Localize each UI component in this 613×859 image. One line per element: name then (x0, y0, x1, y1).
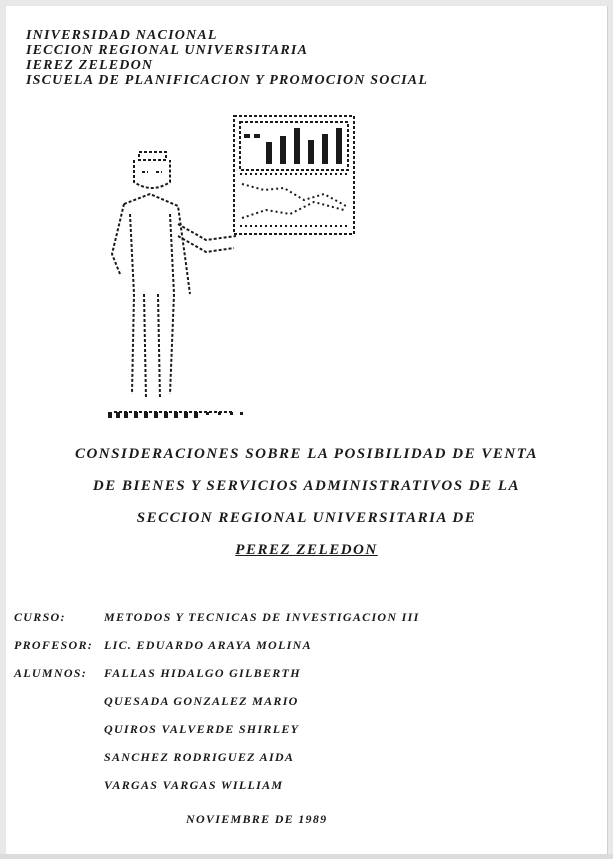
header-line-section: IECCION REGIONAL UNIVERSITARIA (26, 43, 309, 58)
chart-line (240, 174, 348, 226)
title-line-3: SECCION REGIONAL UNIVERSITARIA DE (136, 510, 477, 526)
alumno-4: SANCHEZ RODRIGUEZ AIDA (104, 750, 295, 764)
curso-label: CURSO: (14, 610, 66, 624)
profesor-value: LIC. EDUARDO ARAYA MOLINA (104, 638, 312, 652)
viewer-bottom-edge (0, 854, 613, 859)
profesor-label: PROFESOR: (14, 638, 94, 652)
presenter-illustration (94, 114, 364, 429)
header-line-school: ISCUELA DE PLANIFICACION Y PROMOCION SOCIAL (26, 73, 429, 88)
document-page (6, 6, 608, 855)
document-title (6, 446, 607, 574)
institution-header (26, 28, 428, 88)
title-line-1: CONSIDERACIONES SOBRE LA POSIBILIDAD DE VENTA (74, 446, 539, 462)
curso-value: METODOS Y TECNICAS DE INVESTIGACION III (104, 610, 420, 624)
document-date: NOVIEMBRE DE 1989 (186, 812, 328, 826)
header-line-university: INIVERSIDAD NACIONAL (26, 28, 218, 43)
alumno-5: VARGAS VARGAS WILLIAM (104, 778, 284, 792)
title-line-2: DE BIENES Y SERVICIOS ADMINISTRATIVOS DE LA (92, 478, 521, 494)
alumno-3: QUIROS VALVERDE SHIRLEY (104, 722, 300, 736)
chart-bars (244, 128, 342, 164)
alumno-2: QUESADA GONZALEZ MARIO (104, 694, 299, 708)
title-line-4: PEREZ ZELEDON (235, 542, 378, 558)
header-line-location: IEREZ ZELEDON (26, 58, 154, 73)
alumnos-label: ALUMNOS: (14, 666, 88, 680)
alumno-1: FALLAS HIDALGO GILBERTH (104, 666, 301, 680)
